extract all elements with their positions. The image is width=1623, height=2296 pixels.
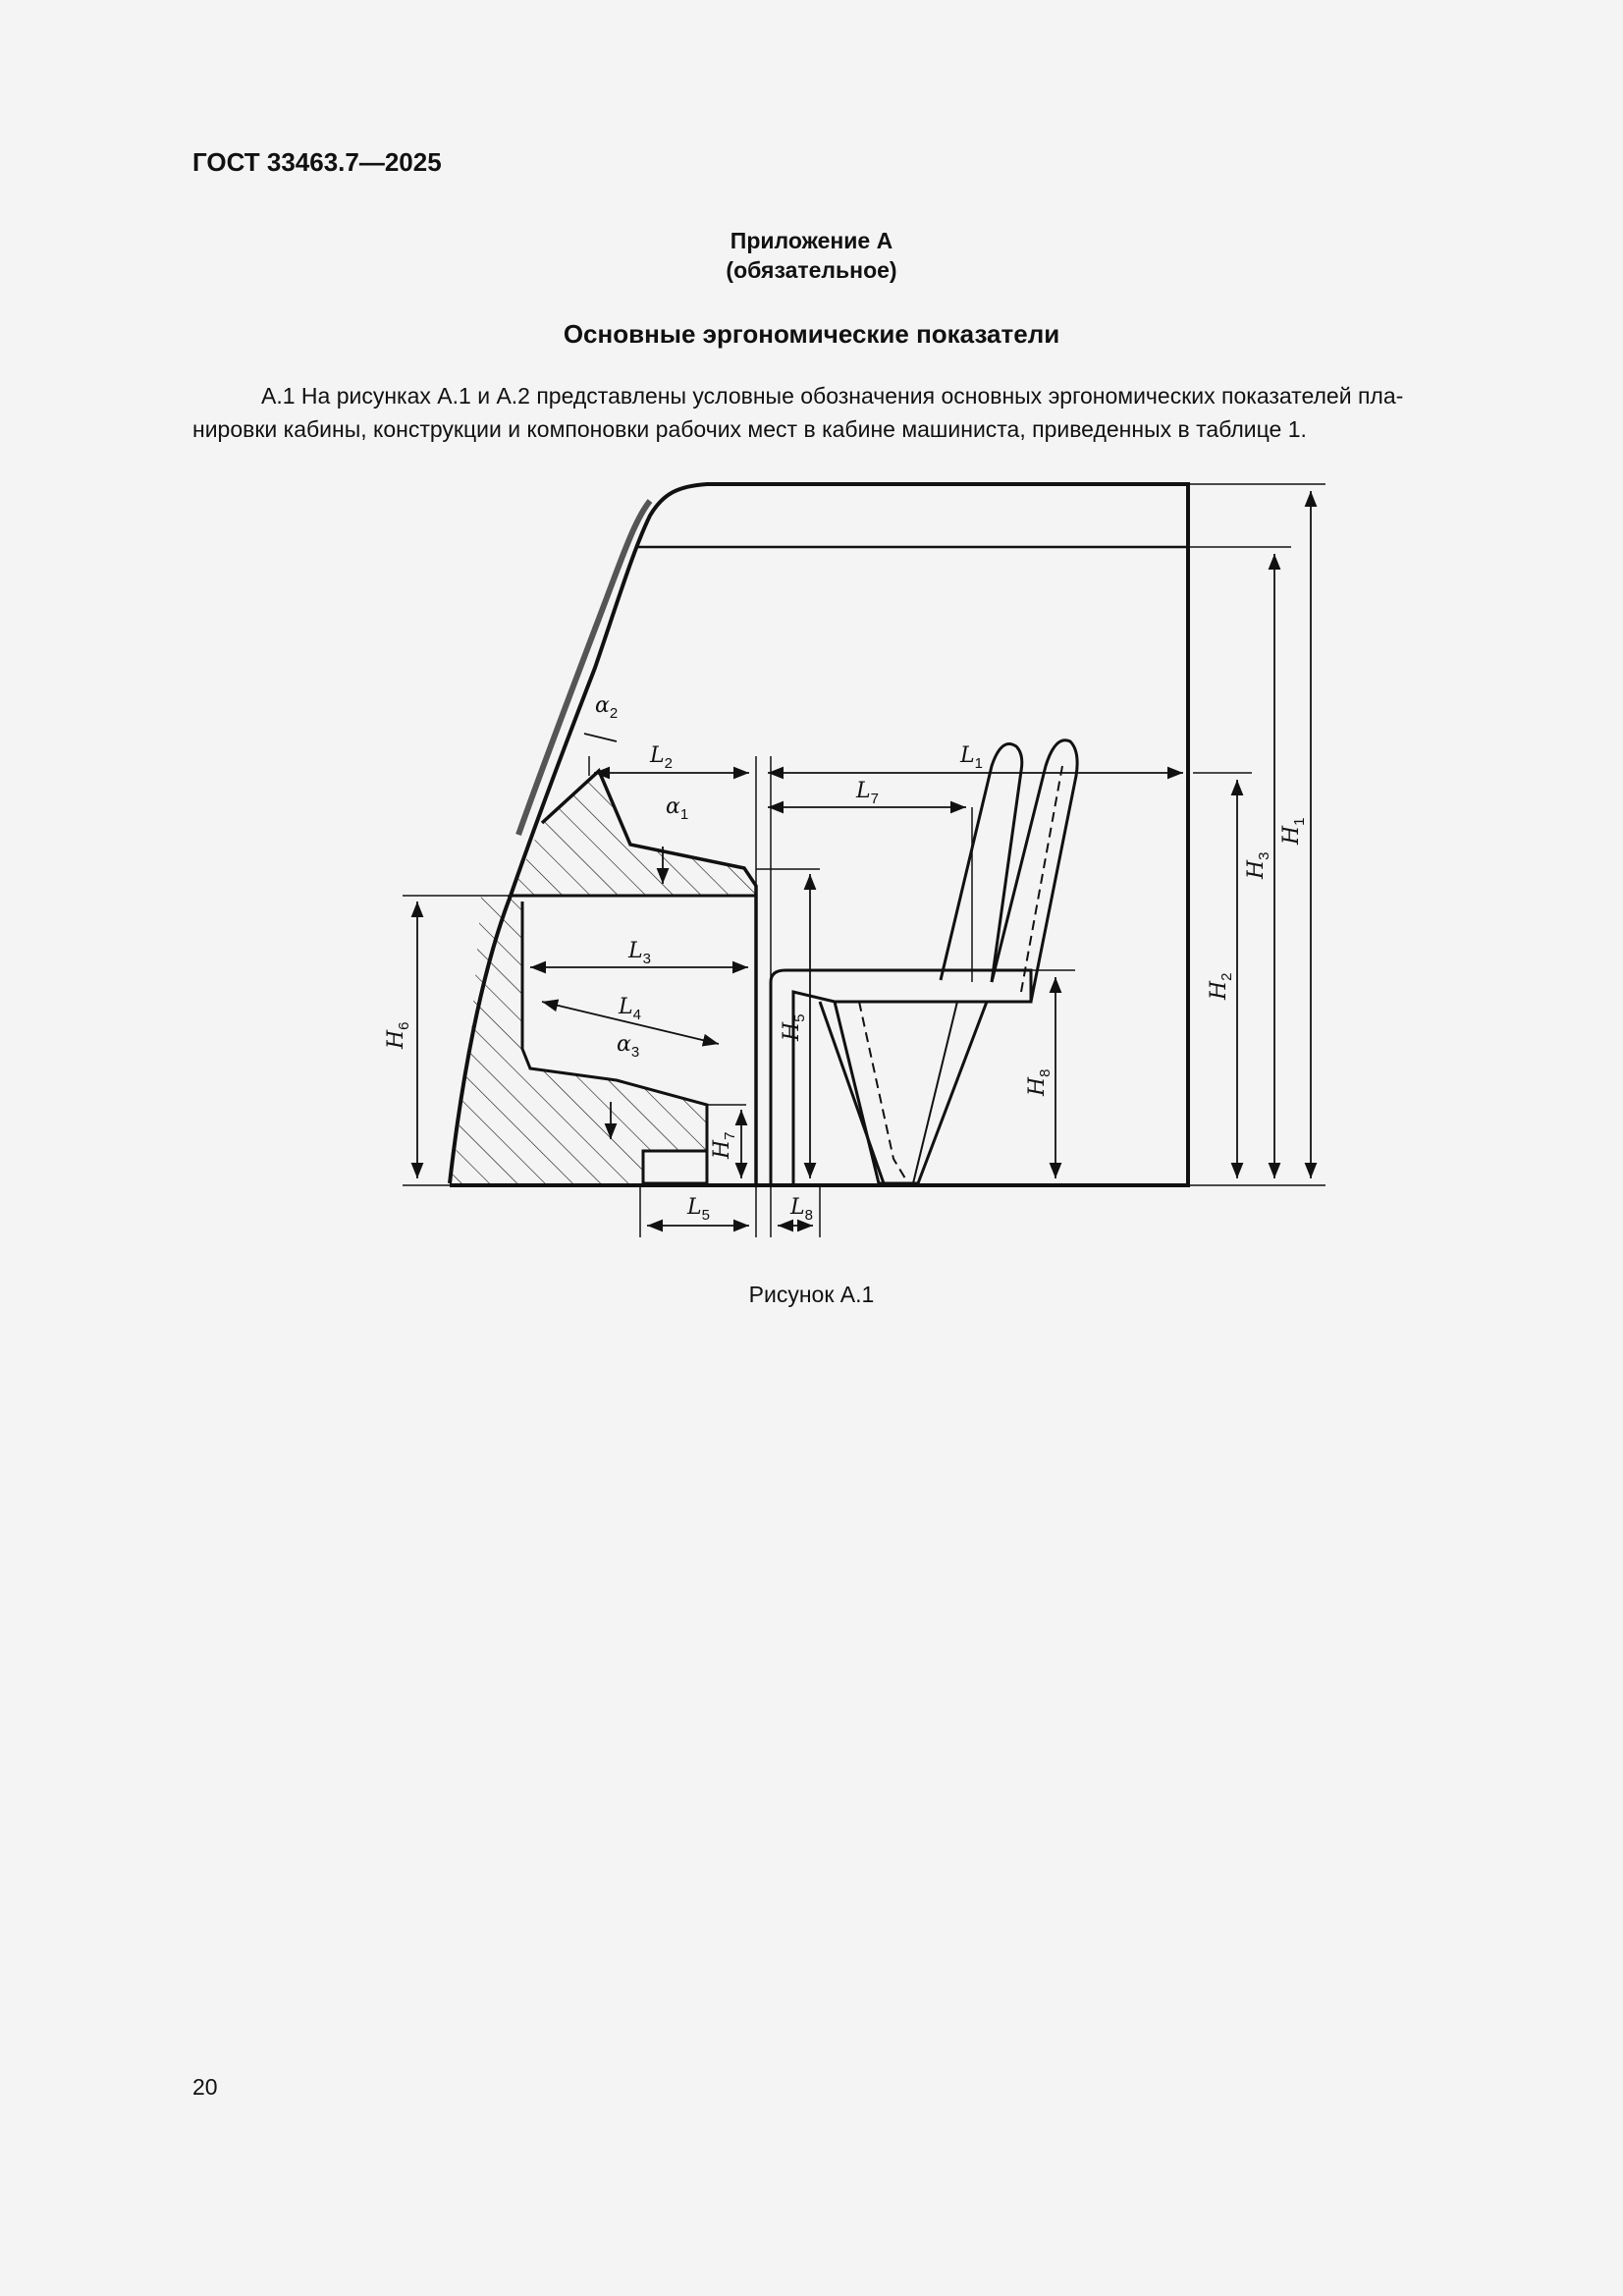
section-title: Основные эргономические показатели bbox=[563, 319, 1060, 349]
label-l4: $L_4$ bbox=[619, 995, 641, 1023]
label-h5: $H_5$ bbox=[780, 1013, 808, 1041]
label-alpha3: $\alpha_3$ bbox=[617, 1032, 640, 1061]
label-h1: $H_1$ bbox=[1279, 817, 1308, 845]
label-l2: $L_2$ bbox=[650, 743, 673, 772]
paragraph-line-2: нировки кабины, конструкции и компоновки рабочих мест в кабине машиниста, приведенных в таблице 1. bbox=[192, 416, 1307, 442]
label-l3: $L_3$ bbox=[628, 939, 651, 967]
paragraph-line-1: А.1 На рисунках А.1 и А.2 представлены условные обозначения основных эргономических показателей пла- bbox=[261, 383, 1404, 409]
annex-status: (обязательное) bbox=[726, 257, 897, 283]
label-l8: $L_8$ bbox=[790, 1195, 813, 1224]
page-number: 20 bbox=[192, 2074, 218, 2100]
label-h8: $H_8$ bbox=[1025, 1068, 1054, 1096]
label-h3: $H_3$ bbox=[1244, 851, 1272, 879]
label-alpha2: $\alpha_2$ bbox=[595, 693, 619, 722]
label-l7: $L_7$ bbox=[856, 779, 879, 807]
figure-caption: Рисунок А.1 bbox=[748, 1282, 875, 1307]
label-l5: $L_5$ bbox=[687, 1195, 710, 1224]
label-alpha1: $\alpha_1$ bbox=[666, 794, 689, 823]
document-header: ГОСТ 33463.7—2025 bbox=[192, 147, 442, 177]
annex-title: Приложение А bbox=[730, 228, 893, 253]
console-hatching bbox=[452, 771, 756, 1183]
label-h7: $H_7$ bbox=[710, 1131, 738, 1159]
label-l1: $L_1$ bbox=[960, 743, 983, 772]
label-h6: $H_6$ bbox=[384, 1021, 412, 1049]
label-h2: $H_2$ bbox=[1207, 972, 1235, 1000]
